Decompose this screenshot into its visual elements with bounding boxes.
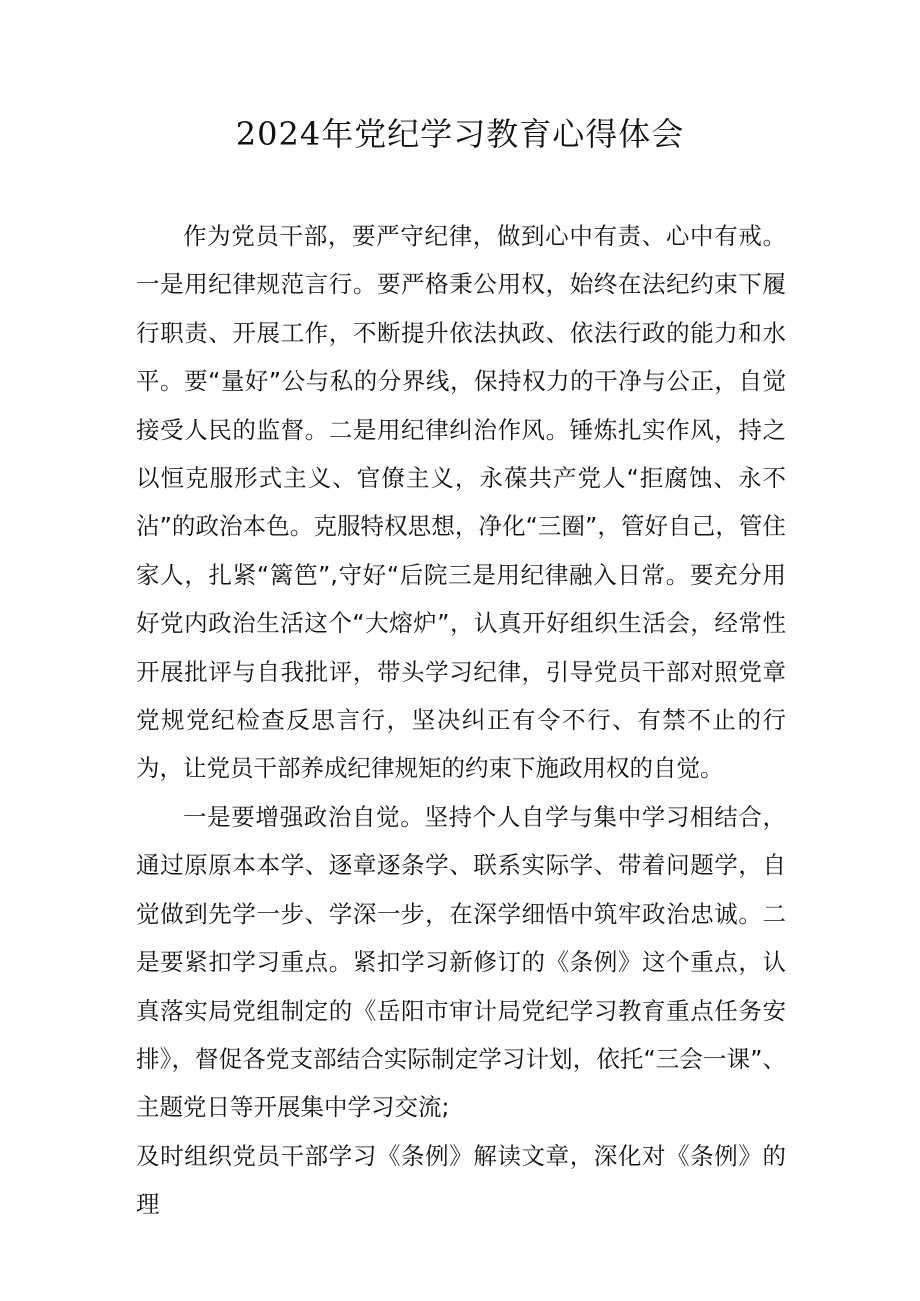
document-title: 2024年党纪学习教育心得体会 xyxy=(235,115,685,153)
document-body xyxy=(136,212,786,1229)
paragraph-discipline: 作为党员干部，要严守纪律，做到心中有责、心中有戒。一是用纪律规范言行。要严格秉公用权，始终在法纪约束下履行职责、开展工作，不断提升依法执政、依法行政的能力和水平。要“量好”公与私的分界线，保持权力的干净与公正，自觉接受人民的监督。二是用纪律纠治作风。锤炼扎实作风，持之以恒克服形式主义、官僚主义，永葆共产党人“拒腐蚀、永不沾”的政治本色。克服特权思想，净化“三圈”，管好自己，管住家人，扎紧“篱笆”,守好“后院三是用纪律融入日常。要充分用好党内政治生活这个“大熔炉”，认真开好组织生活会，经常性开展批评与自我批评，带头学习纪律，引导党员干部对照党章党规党纪检查反思言行，坚决纠正有令不行、有禁不止的行为，让党员干部养成纪律规矩的约束下施政用权的自觉。 xyxy=(136,222,786,783)
paragraph-continuation: 及时组织党员干部学习《条例》解读文章，深化对《条例》的理 xyxy=(136,1141,786,1219)
paragraph-political-awareness: 一是要增强政治自觉。坚持个人自学与集中学习相结合，通过原原本本学、逐章逐条学、联系实际学、带着问题学，自觉做到先学一步、学深一步，在深学细悟中筑牢政治忠诚。二是要紧扣学习重点。紧扣学习新修订的《条例》这个重点，认真落实局党组制定的《岳阳市审计局党纪学习教育重点任务安排》，督促各党支部结合实际制定学习计划，依托“三会一课”、主题党日等开展集中学习交流; xyxy=(136,802,786,1122)
